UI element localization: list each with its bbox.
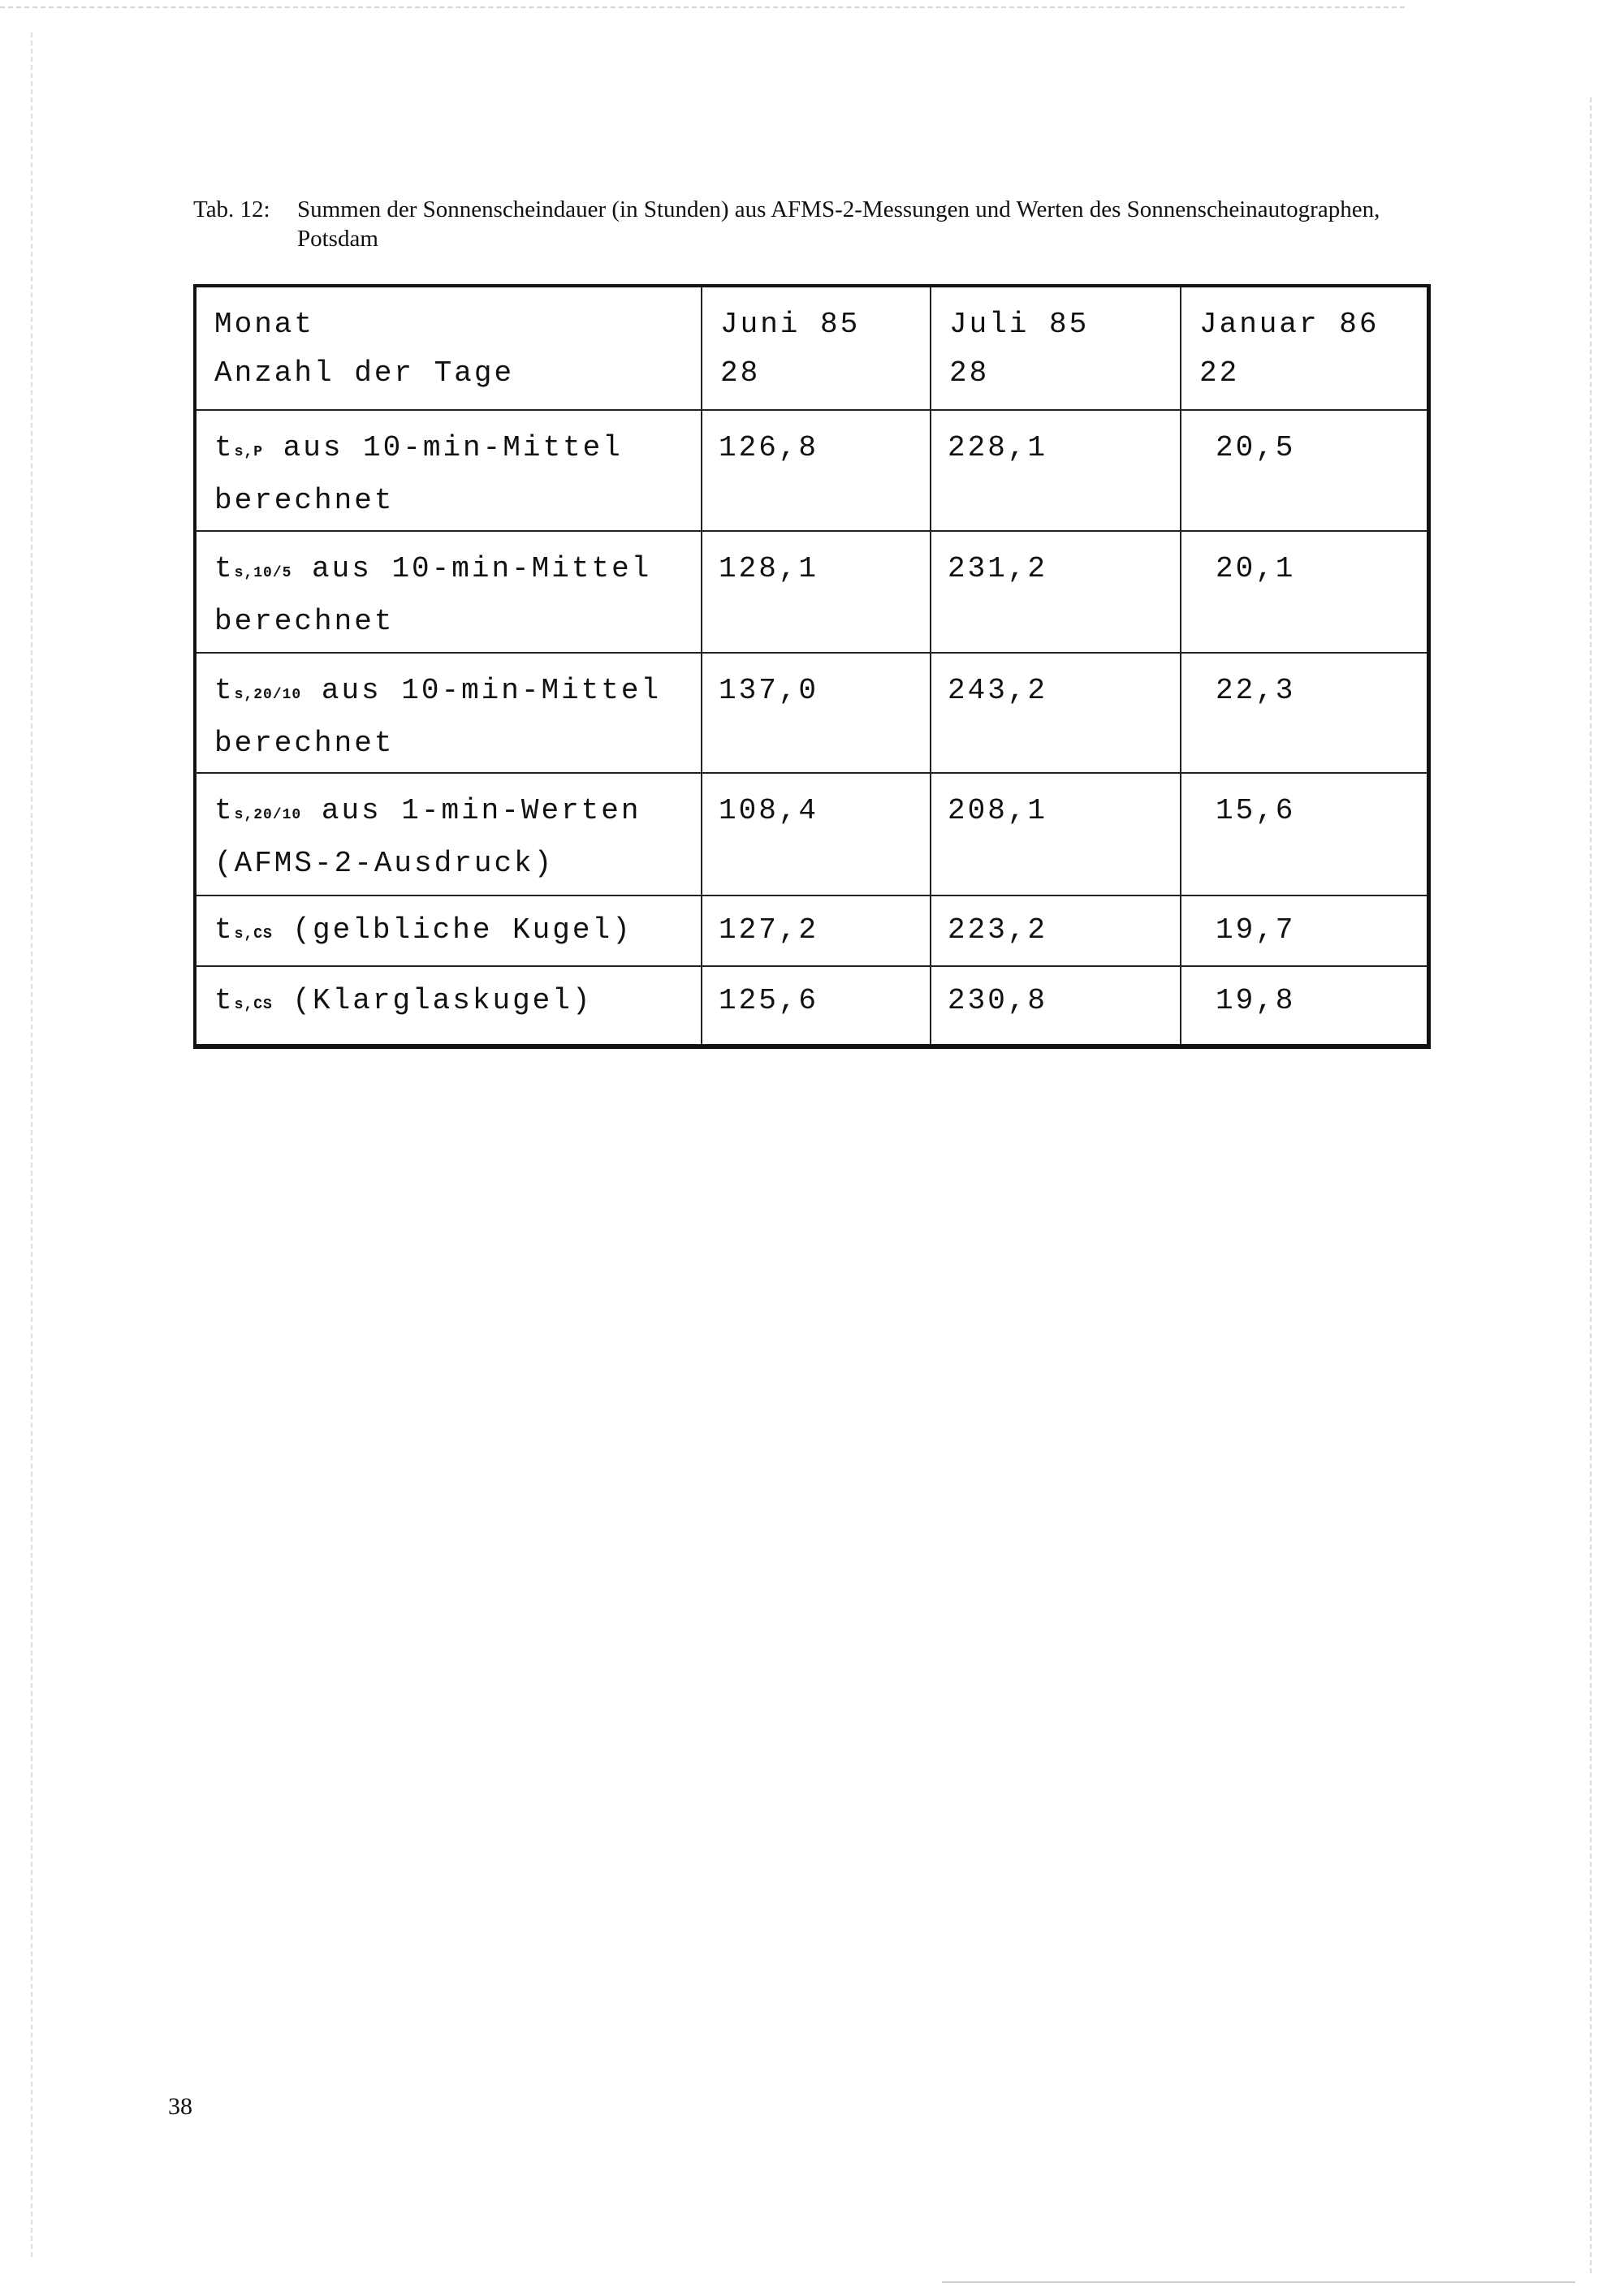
value-cell: 128,1 — [702, 531, 931, 653]
row-description: aus 10-min-Mittel — [263, 431, 623, 464]
row-label-cell — [197, 896, 702, 966]
table-header-row — [197, 287, 1427, 410]
value-cell: 223,2 — [931, 896, 1181, 966]
value-cell: 15,6 — [1181, 773, 1427, 896]
value-cell: 20,1 — [1181, 531, 1427, 653]
value-cell: 228,1 — [931, 410, 1181, 531]
header-days-label: Anzahl der Tage — [214, 356, 515, 390]
caption-label: Tab. 12: — [193, 196, 270, 222]
symbol: t — [214, 674, 235, 707]
row-label-cell — [197, 773, 702, 896]
row-label-cell — [197, 653, 702, 773]
value-cell: 208,1 — [931, 773, 1181, 896]
subscript: s,CS — [234, 926, 273, 943]
value-cell: 22,3 — [1181, 653, 1427, 773]
value-cell: 19,7 — [1181, 896, 1427, 966]
header-month: Juli 85 — [949, 308, 1090, 341]
data-table — [197, 287, 1427, 1044]
value-cell: 231,2 — [931, 531, 1181, 653]
row-label-cell — [197, 966, 702, 1044]
row-description: (gelbliche Kugel) — [272, 913, 633, 947]
value-cell: 137,0 — [702, 653, 931, 773]
row-label-cell — [197, 410, 702, 531]
row-description-line2: berechnet — [214, 484, 395, 517]
symbol: t — [214, 552, 235, 585]
table-row — [197, 410, 1427, 531]
subscript: s,P — [234, 444, 264, 460]
row-description-line2: berechnet — [214, 727, 395, 760]
header-days: 28 — [949, 356, 990, 390]
subscript: s,20/10 — [234, 807, 302, 823]
value-cell: 230,8 — [931, 966, 1181, 1044]
subscript: s,20/10 — [234, 687, 302, 703]
symbol: t — [214, 794, 235, 827]
table-row — [197, 531, 1427, 653]
table-row — [197, 966, 1427, 1044]
row-description: aus 10-min-Mittel — [292, 552, 652, 585]
header-month: Juni 85 — [720, 308, 861, 341]
symbol: t — [214, 984, 235, 1017]
value-cell: 127,2 — [702, 896, 931, 966]
header-label-cell — [197, 287, 702, 410]
header-days: 28 — [720, 356, 761, 390]
row-description: aus 10-min-Mittel — [301, 674, 662, 707]
table-caption — [193, 195, 1460, 253]
header-days: 22 — [1199, 356, 1240, 390]
row-description: aus 1-min-Werten — [301, 794, 641, 827]
row-description-line2: berechnet — [214, 605, 395, 638]
scan-edge-right — [1590, 97, 1592, 2273]
table-row — [197, 773, 1427, 896]
header-cell — [931, 287, 1181, 410]
row-description: (Klarglaskugel) — [272, 984, 593, 1017]
table-row — [197, 653, 1427, 773]
sunshine-table — [193, 284, 1431, 1049]
scan-edge-top — [0, 6, 1405, 8]
header-month-label: Monat — [214, 308, 315, 341]
symbol: t — [214, 431, 235, 464]
value-cell: 126,8 — [702, 410, 931, 531]
caption-text: Summen der Sonnenscheindauer (in Stunden) aus AFMS-2-Messungen und Werten des Sonnenscheinautographen, Potsdam — [297, 196, 1380, 252]
subscript: s,CS — [234, 997, 273, 1013]
scan-edge-left — [31, 32, 32, 2257]
symbol: t — [214, 913, 235, 947]
value-cell: 108,4 — [702, 773, 931, 896]
row-label-cell — [197, 531, 702, 653]
page-number: 38 — [168, 2093, 192, 2120]
value-cell: 20,5 — [1181, 410, 1427, 531]
value-cell: 243,2 — [931, 653, 1181, 773]
header-cell — [702, 287, 931, 410]
scan-edge-bottom — [942, 2281, 1575, 2283]
subscript: s,10/5 — [234, 565, 292, 581]
row-description-line2: (AFMS-2-Ausdruck) — [214, 847, 555, 880]
header-cell — [1181, 287, 1427, 410]
table-row — [197, 896, 1427, 966]
value-cell: 125,6 — [702, 966, 931, 1044]
value-cell: 19,8 — [1181, 966, 1427, 1044]
header-month: Januar 86 — [1199, 308, 1380, 341]
